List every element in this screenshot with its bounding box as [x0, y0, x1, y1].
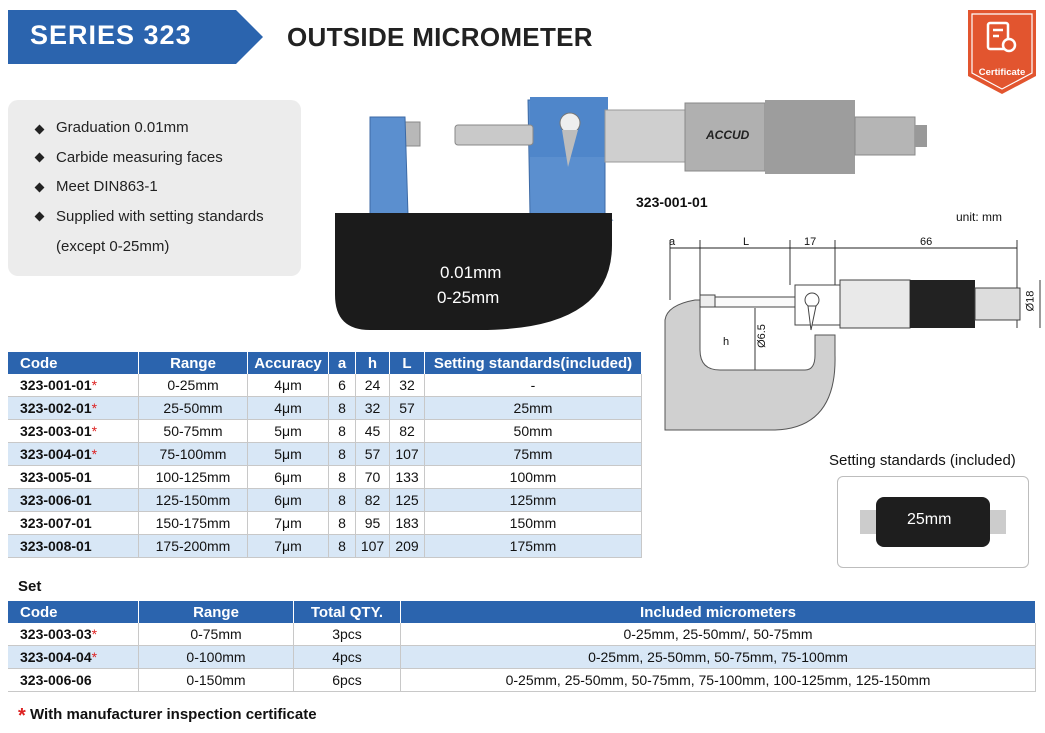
footnote-star: *	[18, 705, 26, 727]
code-cell-text: 323-002-01	[20, 400, 92, 416]
h-cell	[356, 374, 390, 397]
features-panel	[8, 100, 301, 276]
table-header-row	[8, 352, 642, 374]
setting-standard-cell-text: 125mm	[509, 492, 557, 508]
range-cell-text: 50-75mm	[163, 423, 223, 439]
series-title: SERIES 323	[30, 20, 192, 50]
table-row	[8, 443, 642, 466]
col-code: Code	[8, 601, 139, 623]
col-L: L	[390, 352, 425, 374]
L-cell	[390, 512, 425, 535]
certificate-label: Certificate	[978, 67, 1026, 78]
a-cell	[329, 374, 356, 397]
L-cell	[390, 535, 425, 558]
code-cell	[8, 669, 139, 692]
feature-item: Graduation 0.01mm	[56, 119, 189, 136]
range-cell	[139, 669, 294, 692]
product-title: OUTSIDE MICROMETER	[287, 22, 593, 52]
accuracy-cell	[248, 512, 329, 535]
a-cell	[329, 512, 356, 535]
accuracy-cell	[248, 489, 329, 512]
setting-standard-cell-text: 25mm	[513, 400, 553, 416]
h-cell	[356, 535, 390, 558]
h-cell-text: 24	[364, 377, 381, 393]
L-cell	[390, 489, 425, 512]
set-label: Set	[18, 578, 42, 595]
h-cell	[356, 443, 390, 466]
col-h: h	[356, 352, 390, 374]
unit-label: unit: mm	[956, 210, 1003, 224]
accuracy-cell-text: 6μm	[274, 492, 302, 508]
included-cell-text: 0-25mm, 25-50mm, 50-75mm, 75-100mm, 100-125mm, 125-150mm	[505, 672, 931, 688]
code-cell	[8, 535, 139, 558]
code-cell-text: 323-004-01	[20, 446, 92, 462]
table-row	[8, 466, 642, 489]
L-cell-text: 183	[395, 515, 419, 531]
L-cell	[390, 374, 425, 397]
range-cell	[139, 397, 248, 420]
a-cell-text: 8	[338, 492, 346, 508]
a-cell-text: 8	[338, 469, 346, 485]
dim-h-label: h	[723, 336, 730, 348]
h-cell-text: 32	[364, 400, 381, 416]
h-cell-text: 45	[364, 423, 381, 439]
table-row	[8, 374, 642, 397]
bullet-icon	[35, 212, 45, 222]
table-row	[8, 623, 1036, 646]
a-cell	[329, 535, 356, 558]
qty-cell-text: 6pcs	[332, 672, 362, 688]
h-cell-text: 95	[364, 515, 381, 531]
L-cell-text: 133	[395, 469, 419, 485]
dim-L-label: L	[743, 236, 750, 248]
code-cell	[8, 443, 139, 466]
accuracy-cell-text: 6μm	[274, 469, 302, 485]
col-range: Range	[139, 352, 248, 374]
certificate-star-icon: *	[91, 400, 98, 416]
range-cell	[139, 466, 248, 489]
range-cell	[139, 443, 248, 466]
feature-item: Carbide measuring faces	[56, 149, 223, 166]
col-included-micrometers: Included micrometers	[401, 601, 1036, 623]
col-total-qty: Total QTY.	[294, 601, 401, 623]
range-cell-text: 100-125mm	[155, 469, 231, 485]
code-cell	[8, 374, 139, 397]
L-cell-text: 209	[395, 538, 419, 554]
setting-standard-cell-text: -	[530, 377, 536, 393]
range-cell	[139, 646, 294, 669]
table-row	[8, 646, 1036, 669]
a-cell-text: 6	[338, 377, 346, 393]
code-cell	[8, 623, 139, 646]
setting-standard-cell	[425, 374, 642, 397]
included-cell-text: 0-25mm, 25-50mm/, 50-75mm	[623, 626, 813, 642]
dim-diameter-65-label: Ø6.5	[755, 324, 768, 348]
code-cell-text: 323-001-01	[20, 377, 92, 393]
a-cell-text: 8	[338, 515, 346, 531]
L-cell-text: 125	[395, 492, 419, 508]
a-cell-text: 8	[338, 446, 346, 462]
L-cell-text: 82	[399, 423, 415, 439]
L-cell	[390, 397, 425, 420]
table-header-row	[8, 601, 1036, 623]
L-cell	[390, 443, 425, 466]
accuracy-cell-text: 5μm	[274, 446, 302, 462]
range-cell-text: 75-100mm	[159, 446, 227, 462]
accuracy-cell	[248, 535, 329, 558]
code-cell	[8, 466, 139, 489]
L-cell	[390, 420, 425, 443]
dim-17-label: 17	[804, 236, 817, 248]
frame-range-label: 0-25mm	[437, 288, 500, 307]
table-row	[8, 669, 1036, 692]
setting-standard-value: 25mm	[907, 511, 952, 528]
set-table	[8, 601, 1036, 692]
code-cell-text: 323-008-01	[20, 538, 92, 554]
code-cell	[8, 489, 139, 512]
setting-standard-cell	[425, 535, 642, 558]
feature-item: Supplied with setting standards	[56, 208, 264, 225]
dim-a-label: a	[669, 236, 676, 248]
code-cell	[8, 512, 139, 535]
code-cell-text: 323-004-04	[20, 649, 92, 665]
bullet-icon	[35, 125, 45, 135]
col-accuracy: Accuracy	[248, 352, 329, 374]
a-cell-text: 8	[338, 400, 346, 416]
qty-cell-text: 4pcs	[332, 649, 362, 665]
accuracy-cell	[248, 420, 329, 443]
range-cell-text: 0-100mm	[186, 649, 246, 665]
h-cell	[356, 466, 390, 489]
range-cell	[139, 535, 248, 558]
accuracy-cell	[248, 374, 329, 397]
L-cell-text: 107	[395, 446, 419, 462]
setting-standard-cell-text: 150mm	[509, 515, 557, 531]
certificate-star-icon: *	[91, 649, 98, 665]
certificate-star-icon: *	[91, 377, 98, 393]
h-cell-text: 57	[364, 446, 381, 462]
certificate-star-icon: *	[91, 626, 98, 642]
a-cell-text: 8	[338, 538, 346, 554]
accuracy-cell	[248, 443, 329, 466]
range-cell	[139, 420, 248, 443]
setting-standard-caption: Setting standards (included)	[829, 452, 1016, 469]
a-cell	[329, 397, 356, 420]
setting-standard-cell-text: 175mm	[509, 538, 557, 554]
setting-standard-cell	[425, 466, 642, 489]
certificate-star-icon: *	[91, 423, 98, 439]
range-cell-text: 125-150mm	[155, 492, 231, 508]
a-cell-text: 8	[338, 423, 346, 439]
range-cell	[139, 512, 248, 535]
code-cell	[8, 397, 139, 420]
specification-table	[8, 352, 642, 558]
brand-logo: ACCUD	[706, 128, 750, 142]
col-range: Range	[139, 601, 294, 623]
table-row	[8, 397, 642, 420]
bullet-icon	[35, 183, 45, 193]
qty-cell-text: 3pcs	[332, 626, 362, 642]
table-row	[8, 535, 642, 558]
a-cell	[329, 466, 356, 489]
range-cell-text: 0-75mm	[190, 626, 242, 642]
a-cell	[329, 420, 356, 443]
setting-standard-cell	[425, 489, 642, 512]
range-cell	[139, 374, 248, 397]
setting-standard-cell	[425, 397, 642, 420]
a-cell	[329, 489, 356, 512]
h-cell-text: 70	[364, 469, 381, 485]
col-code: Code	[8, 352, 139, 374]
code-cell-text: 323-005-01	[20, 469, 92, 485]
code-cell-text: 323-007-01	[20, 515, 92, 531]
accuracy-cell-text: 4μm	[274, 400, 302, 416]
a-cell	[329, 443, 356, 466]
range-cell-text: 0-150mm	[186, 672, 246, 688]
range-cell-text: 175-200mm	[155, 538, 231, 554]
included-cell-text: 0-25mm, 25-50mm, 50-75mm, 75-100mm	[588, 649, 848, 665]
accuracy-cell-text: 5μm	[274, 423, 302, 439]
col-a: a	[329, 352, 356, 374]
code-cell-text: 323-006-06	[20, 672, 92, 688]
included-cell	[401, 623, 1036, 646]
h-cell	[356, 512, 390, 535]
setting-standard-cell	[425, 443, 642, 466]
range-cell-text: 25-50mm	[163, 400, 223, 416]
dim-66-label: 66	[920, 236, 933, 248]
L-cell-text: 32	[399, 377, 415, 393]
dim-diameter-18-label: Ø18	[1024, 290, 1037, 312]
footnote	[18, 705, 317, 728]
col-setting-standards: Setting standards(included)	[425, 352, 642, 374]
range-cell	[139, 489, 248, 512]
setting-standard-cell	[425, 512, 642, 535]
included-cell	[401, 669, 1036, 692]
accuracy-cell	[248, 466, 329, 489]
technical-drawing	[655, 230, 1045, 435]
bullet-icon	[35, 153, 45, 163]
accuracy-cell	[248, 397, 329, 420]
range-cell	[139, 623, 294, 646]
code-cell-text: 323-003-01	[20, 423, 92, 439]
accuracy-cell-text: 4μm	[274, 377, 302, 393]
range-cell-text: 150-175mm	[155, 515, 231, 531]
h-cell-text: 82	[364, 492, 381, 508]
setting-standard-cell	[425, 420, 642, 443]
h-cell-text: 107	[360, 538, 385, 554]
qty-cell	[294, 623, 401, 646]
certificate-star-icon: *	[91, 446, 98, 462]
qty-cell	[294, 669, 401, 692]
range-cell-text: 0-25mm	[167, 377, 219, 393]
frame-resolution-label: 0.01mm	[440, 263, 502, 282]
L-cell	[390, 466, 425, 489]
accuracy-cell-text: 7μm	[274, 538, 302, 554]
code-cell-text: 323-006-01	[20, 492, 92, 508]
qty-cell	[294, 646, 401, 669]
code-cell	[8, 646, 139, 669]
h-cell	[356, 489, 390, 512]
code-cell-text: 323-003-03	[20, 626, 92, 642]
certificate-badge	[968, 10, 1036, 94]
h-cell	[356, 420, 390, 443]
feature-item: (except 0-25mm)	[56, 238, 170, 255]
L-cell-text: 57	[399, 400, 415, 416]
h-cell	[356, 397, 390, 420]
setting-standard-cell-text: 50mm	[513, 423, 553, 439]
table-row	[8, 420, 642, 443]
code-cell	[8, 420, 139, 443]
setting-standard-cell-text: 100mm	[509, 469, 557, 485]
accuracy-cell-text: 7μm	[274, 515, 302, 531]
table-row	[8, 512, 642, 535]
footnote-text: With manufacturer inspection certificate	[29, 706, 317, 723]
model-label: 323-001-01	[636, 194, 708, 210]
setting-standard-cell-text: 75mm	[513, 446, 553, 462]
feature-item: Meet DIN863-1	[56, 178, 158, 195]
included-cell	[401, 646, 1036, 669]
table-row	[8, 489, 642, 512]
